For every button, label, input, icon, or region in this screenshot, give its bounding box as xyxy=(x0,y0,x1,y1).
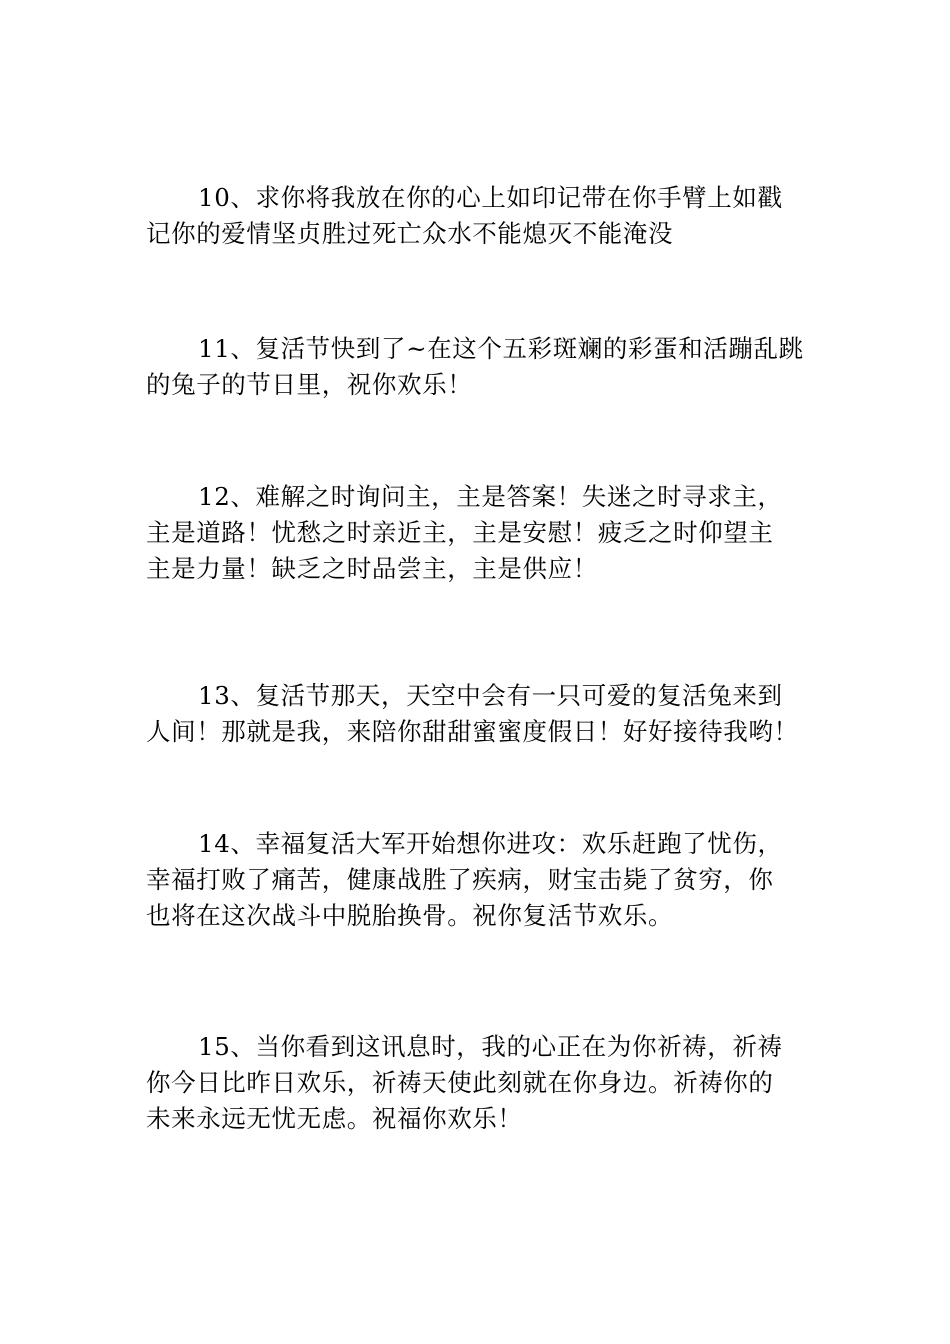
paragraph-line: 记你的爱情坚贞胜过死亡众水不能熄灭不能淹没 xyxy=(146,219,674,248)
paragraph-line: 13、复活节那天，天空中会有一只可爱的复活兔来到 xyxy=(198,681,783,710)
paragraph-11 xyxy=(146,331,808,403)
paragraph-line: 主是力量！缺乏之时品尝主，主是供应！ xyxy=(146,554,598,583)
paragraph-14 xyxy=(146,826,808,934)
paragraph-13 xyxy=(146,678,808,750)
paragraph-15 xyxy=(146,1029,808,1137)
paragraph-line: 11、复活节快到了~在这个五彩斑斓的彩蛋和活蹦乱跳 xyxy=(198,334,804,363)
paragraph-line: 未来永远无忧无虑。祝福你欢乐！ xyxy=(146,1104,523,1133)
paragraph-line: 人间！那就是我，来陪你甜甜蜜蜜度假日！好好接待我哟！ xyxy=(146,717,799,746)
paragraph-line: 14、幸福复活大军开始想你进攻：欢乐赶跑了忧伤， xyxy=(198,829,783,858)
paragraph-line: 10、求你将我放在你的心上如印记带在你手臂上如戳 xyxy=(198,183,783,212)
paragraph-10 xyxy=(146,180,808,252)
paragraph-line: 你今日比昨日欢乐，祈祷天使此刻就在你身边。祈祷你的 xyxy=(146,1068,774,1097)
paragraph-line: 主是道路！忧愁之时亲近主，主是安慰！疲乏之时仰望主 xyxy=(146,518,774,547)
paragraph-line: 15、当你看到这讯息时，我的心正在为你祈祷，祈祷 xyxy=(198,1032,783,1061)
paragraph-line: 也将在这次战斗中脱胎换骨。祝你复活节欢乐。 xyxy=(146,901,674,930)
paragraph-12 xyxy=(146,479,808,587)
paragraph-line: 12、难解之时询问主，主是答案！失迷之时寻求主， xyxy=(198,482,783,511)
paragraph-line: 的兔子的节日里，祝你欢乐！ xyxy=(146,370,473,399)
paragraph-line: 幸福打败了痛苦，健康战胜了疾病，财宝击毙了贫穷，你 xyxy=(146,865,774,894)
